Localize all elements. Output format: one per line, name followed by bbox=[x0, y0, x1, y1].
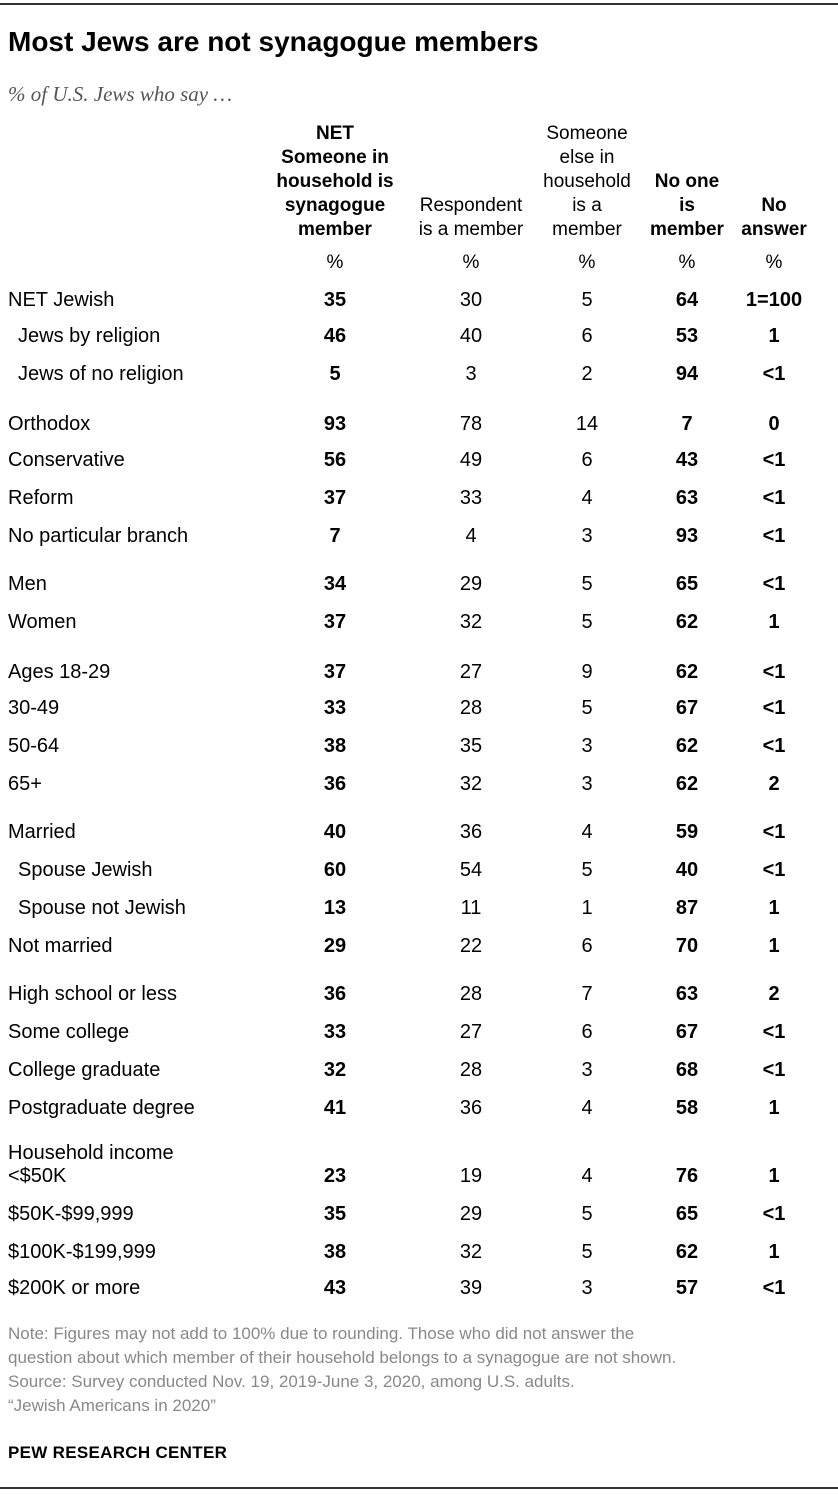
table-row bbox=[0, 896, 838, 920]
table-cell: 4 bbox=[581, 1097, 593, 1119]
column-header-line: Respondent bbox=[419, 195, 523, 216]
column-header-line: Someone in bbox=[281, 147, 389, 168]
table-cell: <1 bbox=[762, 1203, 786, 1225]
table-cell: <1 bbox=[762, 859, 786, 881]
source-credit: PEW RESEARCH CENTER bbox=[8, 1443, 228, 1462]
table-cell: 7 bbox=[329, 525, 341, 547]
table-cell: 5 bbox=[581, 1241, 593, 1263]
table-cell: 1 bbox=[768, 897, 780, 919]
row-label: 50-64 bbox=[8, 735, 60, 757]
table-row bbox=[0, 1276, 838, 1300]
table-cell: 33 bbox=[459, 487, 483, 509]
table-cell: 32 bbox=[459, 773, 483, 795]
table-row bbox=[0, 362, 838, 386]
row-label: High school or less bbox=[8, 983, 177, 1005]
table-cell: 53 bbox=[675, 325, 699, 347]
row-label: College graduate bbox=[8, 1059, 161, 1081]
table-cell: 19 bbox=[459, 1165, 483, 1187]
table-cell: 3 bbox=[465, 363, 477, 385]
top-rule bbox=[0, 3, 838, 5]
table-cell: <1 bbox=[762, 1277, 786, 1299]
table-cell: 40 bbox=[323, 821, 347, 843]
row-label: Some college bbox=[8, 1021, 130, 1043]
table-cell: 6 bbox=[581, 1021, 593, 1043]
table-cell: 33 bbox=[323, 1021, 347, 1043]
table-cell: <1 bbox=[762, 735, 786, 757]
table-cell: 76 bbox=[675, 1165, 699, 1187]
column-header-line: household bbox=[543, 171, 631, 192]
table-cell: 36 bbox=[459, 821, 483, 843]
table-cell: 6 bbox=[581, 935, 593, 957]
table-cell: 5 bbox=[581, 289, 593, 311]
table-cell: 40 bbox=[675, 859, 699, 881]
row-label: $200K or more bbox=[8, 1277, 141, 1299]
table-cell: 4 bbox=[581, 821, 593, 843]
table-cell: 35 bbox=[323, 1203, 347, 1225]
table-row bbox=[0, 486, 838, 510]
table-row bbox=[0, 324, 838, 348]
bottom-rule bbox=[0, 1487, 838, 1489]
table-row bbox=[0, 1142, 838, 1188]
table-cell: 9 bbox=[581, 661, 593, 683]
row-label: Women bbox=[8, 611, 77, 633]
table-cell: 38 bbox=[323, 735, 347, 757]
table-row bbox=[0, 934, 838, 958]
table-cell: 62 bbox=[675, 611, 699, 633]
table-cell: 1 bbox=[768, 1165, 780, 1187]
table-cell: 59 bbox=[675, 821, 699, 843]
column-header-4 bbox=[642, 124, 732, 242]
table-cell: 56 bbox=[323, 449, 347, 471]
table-cell: 7 bbox=[681, 413, 693, 435]
column-header-line: member bbox=[650, 219, 724, 240]
table-cell: 39 bbox=[459, 1277, 483, 1299]
table-cell: 27 bbox=[459, 661, 483, 683]
table-cell: 1 bbox=[581, 897, 593, 919]
table-cell: 65 bbox=[675, 573, 699, 595]
column-header-2 bbox=[406, 124, 536, 242]
table-cell: 36 bbox=[323, 983, 347, 1005]
table-cell: 62 bbox=[675, 661, 699, 683]
table-cell: 40 bbox=[459, 325, 483, 347]
table-cell: 46 bbox=[323, 325, 347, 347]
table-cell: 93 bbox=[323, 413, 347, 435]
table-cell: 1 bbox=[768, 611, 780, 633]
row-label: Ages 18-29 bbox=[8, 661, 111, 683]
table-cell: 49 bbox=[459, 449, 483, 471]
table-row bbox=[0, 660, 838, 684]
table-cell: 6 bbox=[581, 449, 593, 471]
table-cell: 4 bbox=[581, 487, 593, 509]
table-row bbox=[0, 610, 838, 634]
table-cell: 63 bbox=[675, 983, 699, 1005]
column-header-line: No one bbox=[654, 171, 720, 192]
footnote bbox=[8, 1322, 676, 1418]
column-header-line: is a bbox=[572, 195, 602, 216]
table-cell: 28 bbox=[459, 1059, 483, 1081]
table-cell: 78 bbox=[459, 413, 483, 435]
column-header-line: is bbox=[679, 195, 695, 216]
table-cell: 67 bbox=[675, 697, 699, 719]
table-cell: 58 bbox=[675, 1097, 699, 1119]
row-label: 65+ bbox=[8, 773, 42, 795]
table-cell: 11 bbox=[460, 897, 482, 919]
row-label: Reform bbox=[8, 487, 74, 509]
table-cell: 29 bbox=[459, 1203, 483, 1225]
table-cell: 32 bbox=[459, 1241, 483, 1263]
row-label: $100K-$199,999 bbox=[8, 1241, 156, 1263]
note-line: Source: Survey conducted Nov. 19, 2019-June 3, 2020, among U.S. adults. bbox=[8, 1372, 575, 1391]
table-cell: 5 bbox=[329, 363, 341, 385]
table-row bbox=[0, 448, 838, 472]
table-cell: 63 bbox=[675, 487, 699, 509]
table-row bbox=[0, 982, 838, 1006]
table-cell: <1 bbox=[762, 661, 786, 683]
table-cell: 35 bbox=[459, 735, 483, 757]
table-row bbox=[0, 1240, 838, 1264]
table-cell: 2 bbox=[581, 363, 593, 385]
table-cell: 0 bbox=[768, 413, 780, 435]
table-cell: 35 bbox=[323, 289, 347, 311]
table-row bbox=[0, 1020, 838, 1044]
table-cell: 5 bbox=[581, 611, 593, 633]
row-label: $50K-$99,999 bbox=[8, 1203, 134, 1225]
row-label: Not married bbox=[8, 935, 113, 957]
table-row bbox=[0, 412, 838, 436]
row-group-label: Household income bbox=[8, 1142, 174, 1164]
row-label: Spouse not Jewish bbox=[18, 897, 186, 919]
row-label: Orthodox bbox=[8, 413, 91, 435]
table-cell: 43 bbox=[323, 1277, 347, 1299]
table-cell: 64 bbox=[675, 289, 699, 311]
percent-unit-label: % bbox=[326, 252, 344, 273]
column-header-3 bbox=[532, 124, 642, 242]
table-row bbox=[0, 858, 838, 882]
table-cell: 4 bbox=[581, 1165, 593, 1187]
table-cell: 32 bbox=[459, 611, 483, 633]
note-line: Note: Figures may not add to 100% due to rounding. Those who did not answer the bbox=[8, 1324, 635, 1343]
table-cell: 5 bbox=[581, 1203, 593, 1225]
table-cell: 57 bbox=[675, 1277, 699, 1299]
table-cell: 93 bbox=[675, 525, 699, 547]
table-cell: <1 bbox=[762, 821, 786, 843]
column-header-line: answer bbox=[741, 219, 807, 240]
table-cell: 1 bbox=[768, 1241, 780, 1263]
table-cell: 87 bbox=[675, 897, 699, 919]
table-cell: 34 bbox=[323, 573, 347, 595]
table-row bbox=[0, 1096, 838, 1120]
table-cell: 2 bbox=[768, 983, 780, 1005]
table-cell: 65 bbox=[675, 1203, 699, 1225]
table-cell: 1=100 bbox=[745, 289, 803, 311]
table-cell: 1 bbox=[768, 1097, 780, 1119]
row-label: Jews of no religion bbox=[18, 363, 184, 385]
column-header-line: member bbox=[552, 219, 622, 240]
row-label: Men bbox=[8, 573, 47, 595]
table-cell: <1 bbox=[762, 525, 786, 547]
column-header-line: member bbox=[298, 219, 372, 240]
table-cell: 4 bbox=[465, 525, 477, 547]
table-cell: 1 bbox=[768, 325, 780, 347]
table-cell: 3 bbox=[581, 773, 593, 795]
table-cell: 36 bbox=[323, 773, 347, 795]
table-cell: 38 bbox=[323, 1241, 347, 1263]
table-cell: 67 bbox=[675, 1021, 699, 1043]
chart-subtitle: % of U.S. Jews who say … bbox=[8, 82, 232, 106]
table-row bbox=[0, 288, 838, 312]
table-cell: 14 bbox=[575, 413, 599, 435]
table-cell: 43 bbox=[675, 449, 699, 471]
table-cell: 5 bbox=[581, 573, 593, 595]
table-cell: 37 bbox=[323, 661, 347, 683]
row-label: Conservative bbox=[8, 449, 125, 471]
percent-unit-label: % bbox=[462, 252, 480, 273]
table-cell: <1 bbox=[762, 697, 786, 719]
table-cell: <1 bbox=[762, 1021, 786, 1043]
percent-unit-label: % bbox=[678, 252, 696, 273]
row-label: Spouse Jewish bbox=[18, 859, 153, 881]
table-cell: 62 bbox=[675, 735, 699, 757]
table-cell: 3 bbox=[581, 1059, 593, 1081]
table-cell: 1 bbox=[768, 935, 780, 957]
table-cell: 41 bbox=[323, 1097, 347, 1119]
table-cell: 29 bbox=[323, 935, 347, 957]
table-cell: 94 bbox=[675, 363, 699, 385]
table-cell: 28 bbox=[459, 697, 483, 719]
table-row bbox=[0, 696, 838, 720]
table-cell: 3 bbox=[581, 1277, 593, 1299]
column-header-line: Someone bbox=[546, 123, 628, 144]
column-header-line: No bbox=[761, 195, 787, 216]
table-cell: 30 bbox=[459, 289, 483, 311]
table-row bbox=[0, 772, 838, 796]
table-cell: 28 bbox=[459, 983, 483, 1005]
chart-title: Most Jews are not synagogue members bbox=[8, 26, 539, 57]
column-header-line: synagogue bbox=[284, 195, 386, 216]
table-cell: 13 bbox=[323, 897, 347, 919]
table-cell: 23 bbox=[323, 1165, 347, 1187]
table-cell: 29 bbox=[459, 573, 483, 595]
column-header-line: is a member bbox=[418, 219, 524, 240]
table-cell: 7 bbox=[581, 983, 593, 1005]
table-cell: 2 bbox=[768, 773, 780, 795]
column-header-line: household is bbox=[276, 171, 394, 192]
row-label: Married bbox=[8, 821, 76, 843]
table-cell: 60 bbox=[323, 859, 347, 881]
row-label: NET Jewish bbox=[8, 289, 115, 311]
table-row bbox=[0, 572, 838, 596]
table-cell: <1 bbox=[762, 487, 786, 509]
table-cell: <1 bbox=[762, 1059, 786, 1081]
table-row bbox=[0, 734, 838, 758]
table-cell: 62 bbox=[675, 1241, 699, 1263]
row-label: <$50K bbox=[8, 1165, 67, 1187]
table-cell: 62 bbox=[675, 773, 699, 795]
row-label: Postgraduate degree bbox=[8, 1097, 195, 1119]
table-cell: 3 bbox=[581, 525, 593, 547]
table-cell: 37 bbox=[323, 487, 347, 509]
table-row bbox=[0, 820, 838, 844]
note-line: “Jewish Americans in 2020” bbox=[8, 1396, 216, 1415]
table-row bbox=[0, 1202, 838, 1226]
row-label: 30-49 bbox=[8, 697, 60, 719]
row-label: No particular branch bbox=[8, 525, 189, 547]
table-cell: 3 bbox=[581, 735, 593, 757]
table-cell: 36 bbox=[459, 1097, 483, 1119]
table-cell: 5 bbox=[581, 697, 593, 719]
table-cell: <1 bbox=[762, 363, 786, 385]
column-header-line: NET bbox=[316, 123, 354, 144]
percent-unit-label: % bbox=[578, 252, 596, 273]
table-cell: 22 bbox=[459, 935, 483, 957]
table-cell: 37 bbox=[323, 611, 347, 633]
table-cell: <1 bbox=[762, 573, 786, 595]
table-cell: 32 bbox=[323, 1059, 347, 1081]
table-cell: 27 bbox=[459, 1021, 483, 1043]
table-row bbox=[0, 1058, 838, 1082]
table-row bbox=[0, 524, 838, 548]
table-cell: 33 bbox=[323, 697, 347, 719]
percent-unit-label: % bbox=[765, 252, 783, 273]
table-cell: 54 bbox=[459, 859, 483, 881]
table-cell: <1 bbox=[762, 449, 786, 471]
table-cell: 6 bbox=[581, 325, 593, 347]
table-cell: 68 bbox=[675, 1059, 699, 1081]
column-header-5 bbox=[729, 124, 819, 242]
table-cell: 5 bbox=[581, 859, 593, 881]
column-header-1 bbox=[265, 124, 405, 242]
column-header-line: else in bbox=[559, 147, 615, 168]
row-label: Jews by religion bbox=[18, 325, 161, 347]
note-line: question about which member of their household belongs to a synagogue are not shown. bbox=[8, 1348, 677, 1367]
table-cell: 70 bbox=[675, 935, 699, 957]
